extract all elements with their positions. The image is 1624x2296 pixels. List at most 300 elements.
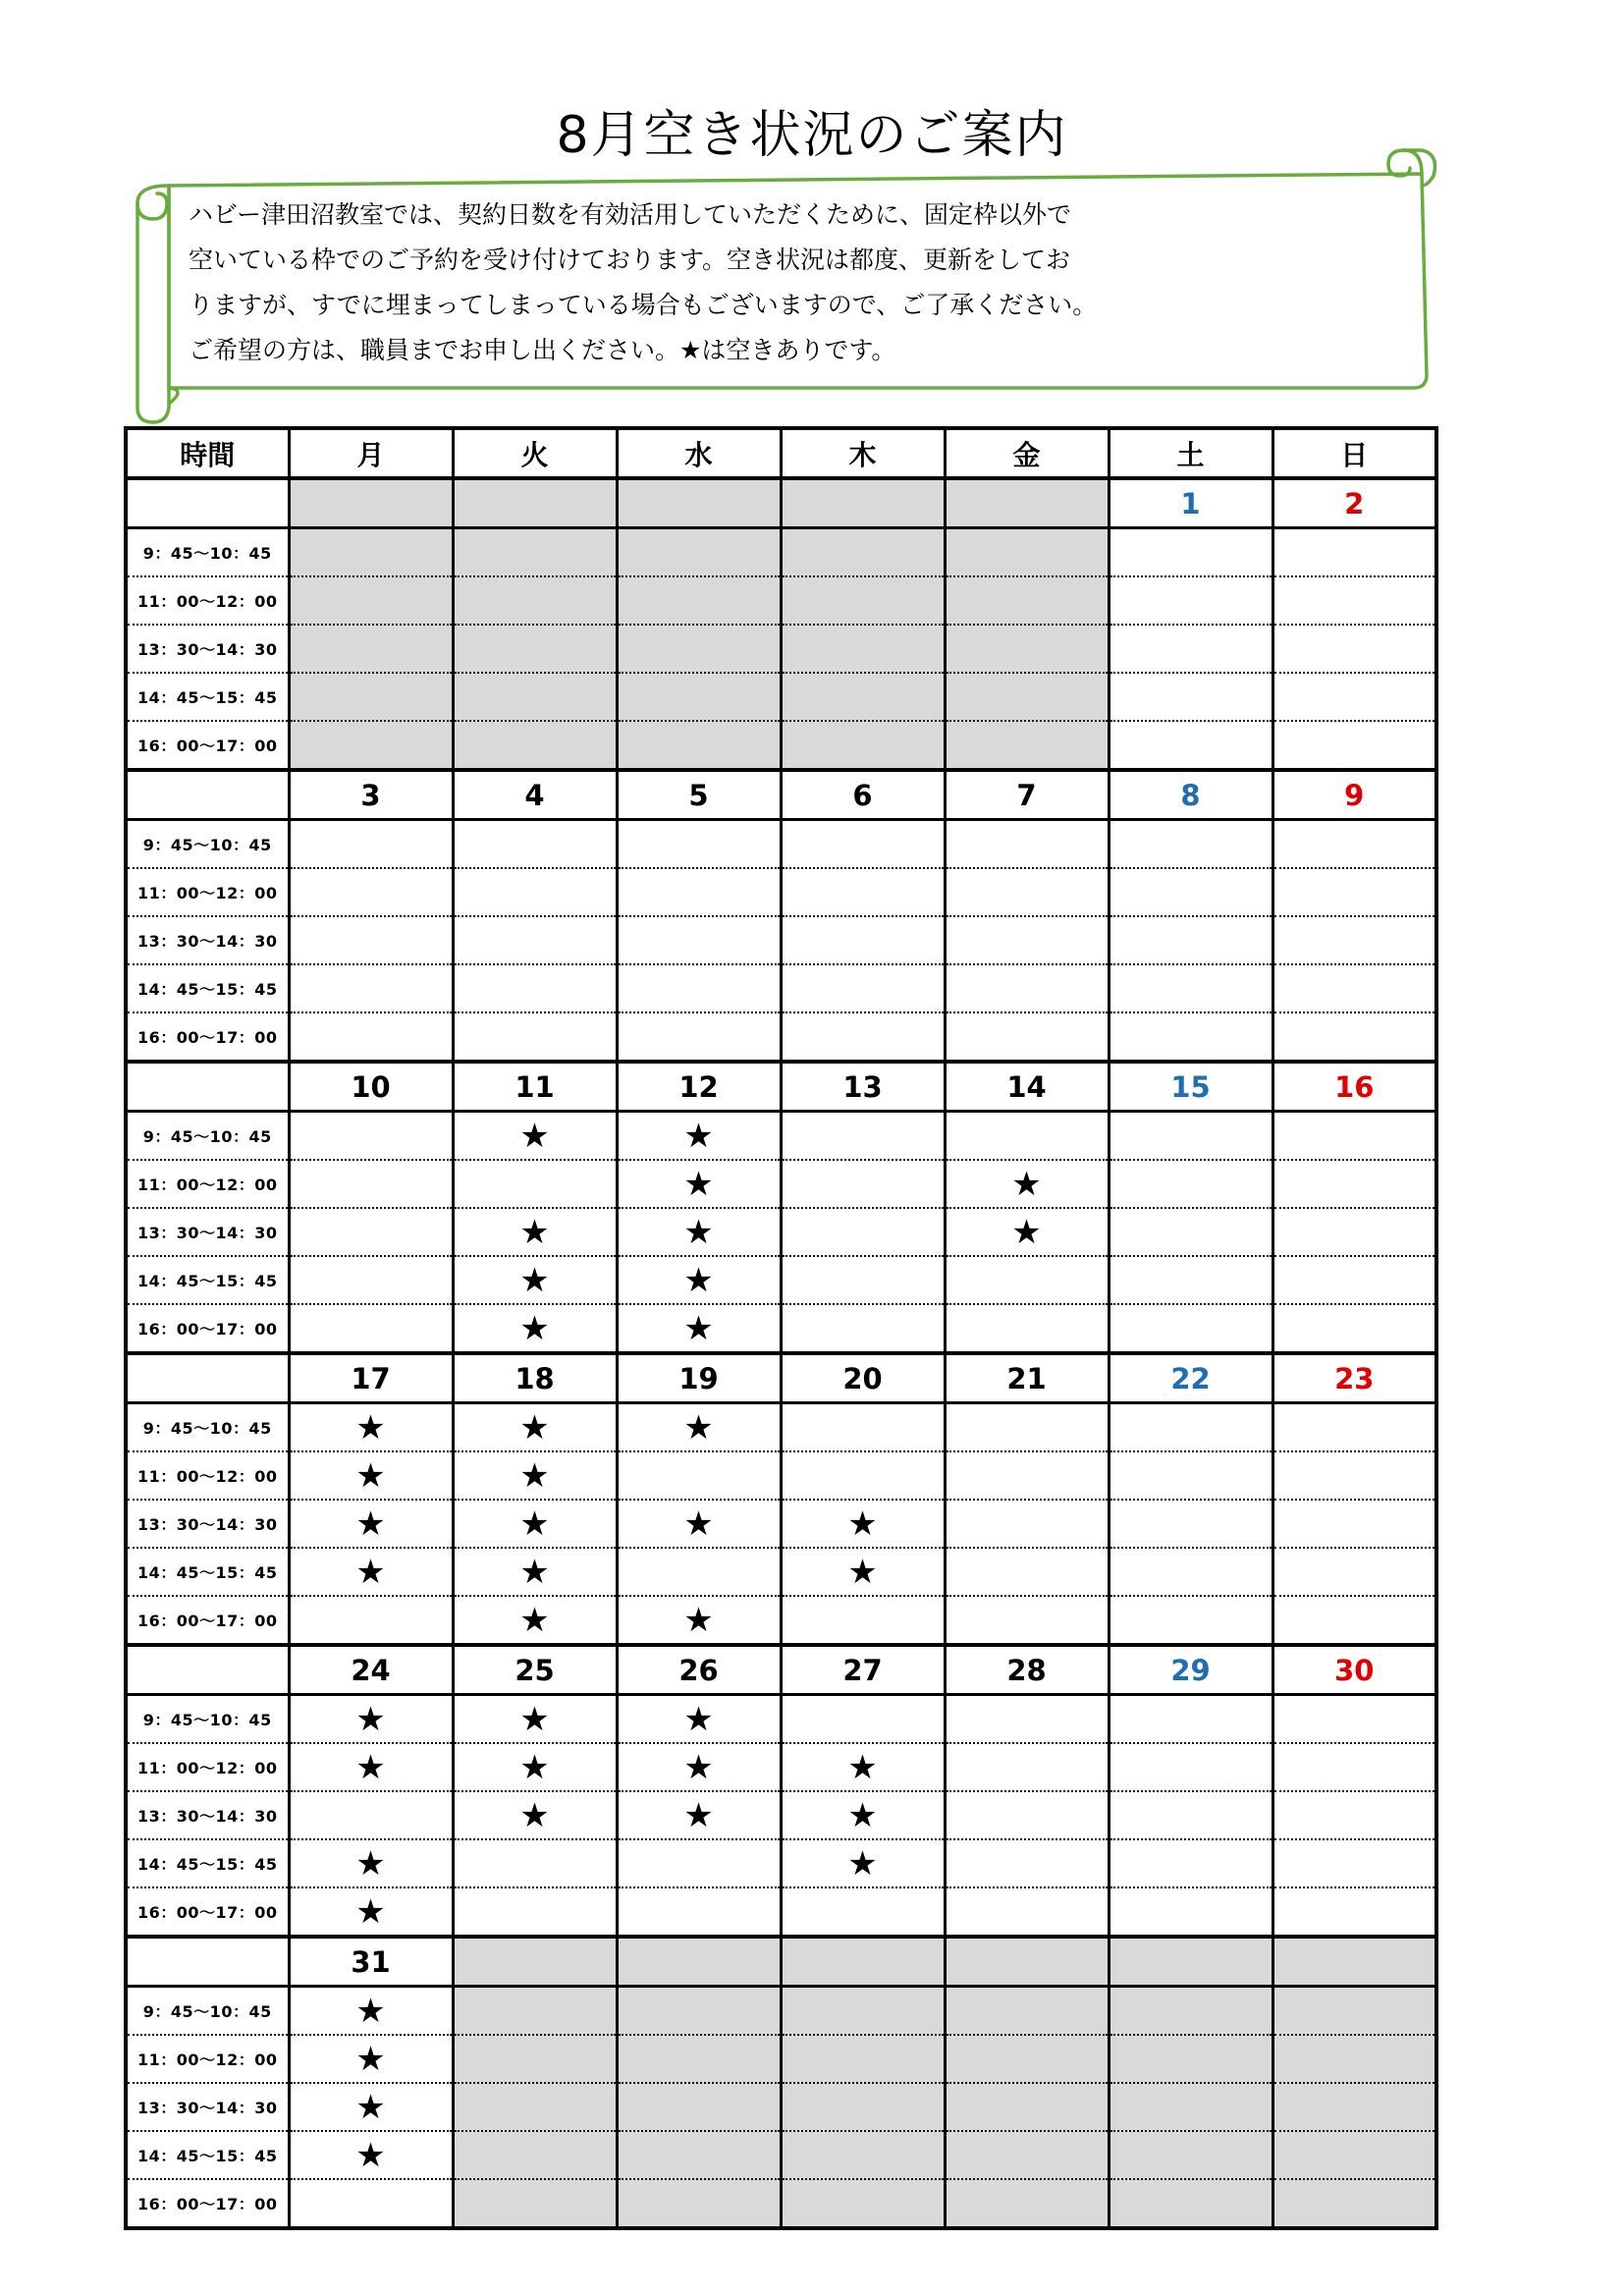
slot-cell [1272,1012,1436,1062]
slot-cell [1272,964,1436,1012]
slot-cell [617,1451,781,1500]
slot-cell [617,1987,781,2036]
slot-cell [453,2035,617,2083]
slot-cell [1272,1548,1436,1596]
date-cell: 29 [1109,1645,1272,1695]
time-slot-row [126,1500,1436,1548]
slot-cell [453,673,617,721]
date-cell: 21 [945,1353,1109,1403]
slot-cell [1109,528,1272,577]
time-slot-row [126,625,1436,673]
date-row-label [126,1353,289,1403]
available-star-mark: ★ [453,1256,617,1304]
slot-cell [945,1451,1109,1500]
date-cell: 26 [617,1645,781,1695]
slot-cell [781,1887,945,1937]
slot-cell [945,2035,1109,2083]
time-slot-label: 13：30～14：30 [126,1791,289,1839]
time-slot-row [126,1012,1436,1062]
available-star-mark: ★ [453,1403,617,1452]
slot-cell [1109,1304,1272,1353]
date-cell [617,478,781,528]
time-slot-row [126,673,1436,721]
time-slot-label: 16：00～17：00 [126,1012,289,1062]
date-row-label [126,770,289,820]
date-cell [289,478,453,528]
date-row-label [126,478,289,528]
time-slot-label: 11：00～12：00 [126,1451,289,1500]
slot-cell [1109,2035,1272,2083]
date-cell: 2 [1272,478,1436,528]
available-star-mark: ★ [289,1743,453,1791]
slot-cell [1272,1500,1436,1548]
slot-cell [1109,1839,1272,1887]
slot-cell [945,1695,1109,1744]
slot-cell [945,1500,1109,1548]
available-star-mark: ★ [453,1208,617,1256]
time-slot-label: 11：00～12：00 [126,1160,289,1208]
available-star-mark: ★ [617,1403,781,1452]
slot-cell [289,2179,453,2228]
slot-cell [1272,1987,1436,2036]
time-slot-row [126,721,1436,770]
time-slot-row [126,1887,1436,1937]
available-star-mark: ★ [453,1304,617,1353]
slot-cell [1109,1256,1272,1304]
slot-cell [289,721,453,770]
slot-cell [1109,916,1272,964]
available-star-mark: ★ [289,2035,453,2083]
slot-cell [289,1791,453,1839]
slot-cell [781,1451,945,1500]
time-slot-label: 9：45～10：45 [126,1987,289,2036]
time-slot-row [126,964,1436,1012]
slot-cell [1109,868,1272,916]
notice-line: りますが、すでに埋まってしまっている場合もございますので、ご了承ください。 [189,291,1098,319]
weekday-header: 月 [289,428,453,478]
date-cell: 3 [289,770,453,820]
slot-cell [945,1987,1109,2036]
slot-cell [1109,1012,1272,1062]
slot-cell [781,625,945,673]
date-cell [781,478,945,528]
slot-cell [289,820,453,869]
time-slot-label: 16：00～17：00 [126,2179,289,2228]
slot-cell [617,576,781,625]
slot-cell [781,2179,945,2228]
week-date-row [126,1062,1436,1112]
slot-cell [945,1256,1109,1304]
slot-cell [1272,2035,1436,2083]
available-star-mark: ★ [617,1208,781,1256]
date-row-label [126,1937,289,1987]
date-cell [781,1937,945,1987]
weekday-header: 火 [453,428,617,478]
available-star-mark: ★ [617,1596,781,1645]
slot-cell [1272,2179,1436,2228]
date-row-label [126,1645,289,1695]
weekday-header: 土 [1109,428,1272,478]
slot-cell [1109,2083,1272,2131]
slot-cell [945,2179,1109,2228]
slot-cell [453,1160,617,1208]
date-cell: 5 [617,770,781,820]
date-cell [453,478,617,528]
date-cell: 8 [1109,770,1272,820]
slot-cell [1109,673,1272,721]
week-date-row [126,770,1436,820]
available-star-mark: ★ [617,1256,781,1304]
slot-cell [1272,868,1436,916]
slot-cell [781,1112,945,1161]
slot-cell [1272,528,1436,577]
available-star-mark: ★ [781,1839,945,1887]
date-cell: 30 [1272,1645,1436,1695]
date-cell: 28 [945,1645,1109,1695]
week-date-row [126,1353,1436,1403]
available-star-mark: ★ [453,1112,617,1161]
slot-cell [1109,625,1272,673]
slot-cell [1272,2083,1436,2131]
slot-cell [453,1987,617,2036]
slot-cell [1109,721,1272,770]
available-star-mark: ★ [781,1791,945,1839]
time-slot-row [126,916,1436,964]
time-slot-label: 9：45～10：45 [126,1112,289,1161]
available-star-mark: ★ [617,1304,781,1353]
time-slot-row [126,1208,1436,1256]
date-cell: 20 [781,1353,945,1403]
slot-cell [781,2131,945,2179]
time-slot-label: 14：45～15：45 [126,673,289,721]
time-column-header: 時間 [126,428,289,478]
slot-cell [945,1012,1109,1062]
notice-text [189,192,1229,373]
slot-cell [453,2179,617,2228]
slot-cell [1109,964,1272,1012]
slot-cell [617,2179,781,2228]
slot-cell [945,528,1109,577]
date-cell [1109,1937,1272,1987]
slot-cell [1109,1451,1272,1500]
slot-cell [453,916,617,964]
date-cell: 25 [453,1645,617,1695]
slot-cell [945,868,1109,916]
slot-cell [1109,2179,1272,2228]
time-slot-label: 16：00～17：00 [126,1596,289,1645]
time-slot-label: 14：45～15：45 [126,1548,289,1596]
available-star-mark: ★ [453,1548,617,1596]
slot-cell [289,1304,453,1353]
slot-cell [289,916,453,964]
slot-cell [781,820,945,869]
weekday-header: 日 [1272,428,1436,478]
date-cell: 6 [781,770,945,820]
time-slot-row [126,528,1436,577]
available-star-mark: ★ [289,1548,453,1596]
date-cell: 18 [453,1353,617,1403]
slot-cell [1272,1112,1436,1161]
slot-cell [289,528,453,577]
slot-cell [781,964,945,1012]
slot-cell [1272,1256,1436,1304]
available-star-mark: ★ [289,1500,453,1548]
available-star-mark: ★ [945,1160,1109,1208]
slot-cell [1272,1403,1436,1452]
time-slot-row [126,1112,1436,1161]
time-slot-row [126,1160,1436,1208]
time-slot-row [126,1256,1436,1304]
available-star-mark: ★ [781,1500,945,1548]
time-slot-row [126,1403,1436,1452]
time-slot-row [126,1304,1436,1353]
slot-cell [1109,1160,1272,1208]
time-slot-label: 9：45～10：45 [126,1695,289,1744]
date-cell [453,1937,617,1987]
slot-cell [945,576,1109,625]
slot-cell [1272,1451,1436,1500]
slot-cell [1109,1695,1272,1744]
slot-cell [945,721,1109,770]
time-slot-row [126,1451,1436,1500]
date-cell: 10 [289,1062,453,1112]
time-slot-label: 13：30～14：30 [126,625,289,673]
slot-cell [945,1791,1109,1839]
slot-cell [453,964,617,1012]
slot-cell [781,721,945,770]
available-star-mark: ★ [781,1548,945,1596]
slot-cell [453,625,617,673]
time-slot-row [126,820,1436,869]
date-cell: 22 [1109,1353,1272,1403]
time-slot-row [126,1548,1436,1596]
slot-cell [453,868,617,916]
slot-cell [1272,1695,1436,1744]
slot-cell [1272,1743,1436,1791]
page-title: 8月空き状況のご案内 [556,105,1068,165]
available-star-mark: ★ [945,1208,1109,1256]
slot-cell [1109,820,1272,869]
time-slot-label: 11：00～12：00 [126,1743,289,1791]
time-slot-label: 14：45～15：45 [126,1839,289,1887]
available-star-mark: ★ [453,1451,617,1500]
slot-cell [617,2035,781,2083]
slot-cell [1272,1304,1436,1353]
slot-cell [945,1887,1109,1937]
slot-cell [1272,820,1436,869]
slot-cell [781,916,945,964]
slot-cell [289,1596,453,1645]
time-slot-label: 13：30～14：30 [126,916,289,964]
week-date-row [126,1937,1436,1987]
slot-cell [1109,1500,1272,1548]
slot-cell [1109,2131,1272,2179]
slot-cell [617,1839,781,1887]
slot-cell [617,1012,781,1062]
slot-cell [1109,1403,1272,1452]
slot-cell [1272,1791,1436,1839]
slot-cell [1272,625,1436,673]
date-cell: 16 [1272,1062,1436,1112]
notice-line: ハビー津田沼教室では、契約日数を有効活用していただくために、固定枠以外で [189,200,1072,229]
date-cell: 7 [945,770,1109,820]
available-star-mark: ★ [453,1596,617,1645]
slot-cell [617,868,781,916]
time-slot-label: 9：45～10：45 [126,1403,289,1452]
slot-cell [1109,576,1272,625]
slot-cell [781,576,945,625]
time-slot-label: 9：45～10：45 [126,820,289,869]
weekday-header: 金 [945,428,1109,478]
slot-cell [1109,1208,1272,1256]
time-slot-row [126,2035,1436,2083]
time-slot-row [126,1743,1436,1791]
slot-cell [1109,1548,1272,1596]
available-star-mark: ★ [453,1500,617,1548]
slot-cell [1272,1160,1436,1208]
slot-cell [617,2083,781,2131]
date-cell: 23 [1272,1353,1436,1403]
slot-cell [945,1839,1109,1887]
time-slot-label: 14：45～15：45 [126,964,289,1012]
slot-cell [617,916,781,964]
slot-cell [453,576,617,625]
available-star-mark: ★ [617,1112,781,1161]
date-cell: 1 [1109,478,1272,528]
slot-cell [1272,916,1436,964]
time-slot-label: 16：00～17：00 [126,721,289,770]
time-slot-label: 13：30～14：30 [126,2083,289,2131]
time-slot-label: 16：00～17：00 [126,1887,289,1937]
date-cell: 9 [1272,770,1436,820]
slot-cell [1272,673,1436,721]
slot-cell [945,2083,1109,2131]
available-star-mark: ★ [289,1451,453,1500]
available-star-mark: ★ [781,1743,945,1791]
slot-cell [1109,1596,1272,1645]
slot-cell [617,528,781,577]
slot-cell [453,1887,617,1937]
slot-cell [289,625,453,673]
available-star-mark: ★ [453,1743,617,1791]
slot-cell [945,916,1109,964]
available-star-mark: ★ [289,2131,453,2179]
slot-cell [289,1160,453,1208]
date-cell: 13 [781,1062,945,1112]
time-slot-label: 13：30～14：30 [126,1500,289,1548]
slot-cell [945,1596,1109,1645]
slot-cell [617,625,781,673]
week-date-row [126,1645,1436,1695]
slot-cell [1272,576,1436,625]
date-cell: 27 [781,1645,945,1695]
available-star-mark: ★ [617,1695,781,1744]
slot-cell [781,1012,945,1062]
slot-cell [1109,1112,1272,1161]
notice-line: ご希望の方は、職員までお申し出ください。★は空きありです。 [189,336,896,364]
slot-cell [1109,1987,1272,2036]
slot-cell [289,1112,453,1161]
slot-cell [1272,1596,1436,1645]
slot-cell [1272,1208,1436,1256]
available-star-mark: ★ [289,1403,453,1452]
date-cell: 19 [617,1353,781,1403]
date-cell: 17 [289,1353,453,1403]
slot-cell [781,1160,945,1208]
slot-cell [781,1596,945,1645]
time-slot-label: 11：00～12：00 [126,2035,289,2083]
notice-line: 空いている枠でのご予約を受け付けております。空き状況は都度、更新をしてお [189,246,1071,274]
time-slot-row [126,576,1436,625]
slot-cell [617,820,781,869]
slot-cell [781,1403,945,1452]
slot-cell [289,964,453,1012]
slot-cell [945,964,1109,1012]
date-cell [945,478,1109,528]
time-slot-row [126,1839,1436,1887]
slot-cell [945,2131,1109,2179]
slot-cell [453,1839,617,1887]
slot-cell [289,576,453,625]
slot-cell [453,820,617,869]
slot-cell [453,2083,617,2131]
weekday-header-row [126,428,1436,478]
slot-cell [781,868,945,916]
slot-cell [289,1012,453,1062]
slot-cell [945,820,1109,869]
slot-cell [617,1548,781,1596]
time-slot-label: 16：00～17：00 [126,1304,289,1353]
slot-cell [289,1256,453,1304]
date-cell: 15 [1109,1062,1272,1112]
time-slot-row [126,2083,1436,2131]
time-slot-row [126,2179,1436,2228]
slot-cell [289,1208,453,1256]
slot-cell [781,2083,945,2131]
slot-cell [1109,1791,1272,1839]
time-slot-row [126,1596,1436,1645]
slot-cell [781,528,945,577]
time-slot-label: 14：45～15：45 [126,1256,289,1304]
slot-cell [945,1112,1109,1161]
date-cell: 31 [289,1937,453,1987]
date-cell: 24 [289,1645,453,1695]
slot-cell [453,1012,617,1062]
time-slot-row [126,1695,1436,1744]
week-date-row [126,478,1436,528]
slot-cell [617,721,781,770]
slot-cell [945,1304,1109,1353]
time-slot-row [126,1987,1436,2036]
available-star-mark: ★ [289,1695,453,1744]
slot-cell [1272,721,1436,770]
date-cell: 14 [945,1062,1109,1112]
slot-cell [453,528,617,577]
slot-cell [781,2035,945,2083]
slot-cell [617,964,781,1012]
availability-calendar [124,426,1438,2230]
available-star-mark: ★ [289,2083,453,2131]
date-cell [617,1937,781,1987]
slot-cell [617,673,781,721]
available-star-mark: ★ [617,1743,781,1791]
slot-cell [1272,1887,1436,1937]
slot-cell [1272,2131,1436,2179]
weekday-header: 水 [617,428,781,478]
available-star-mark: ★ [617,1160,781,1208]
time-slot-label: 11：00～12：00 [126,868,289,916]
available-star-mark: ★ [289,1839,453,1887]
